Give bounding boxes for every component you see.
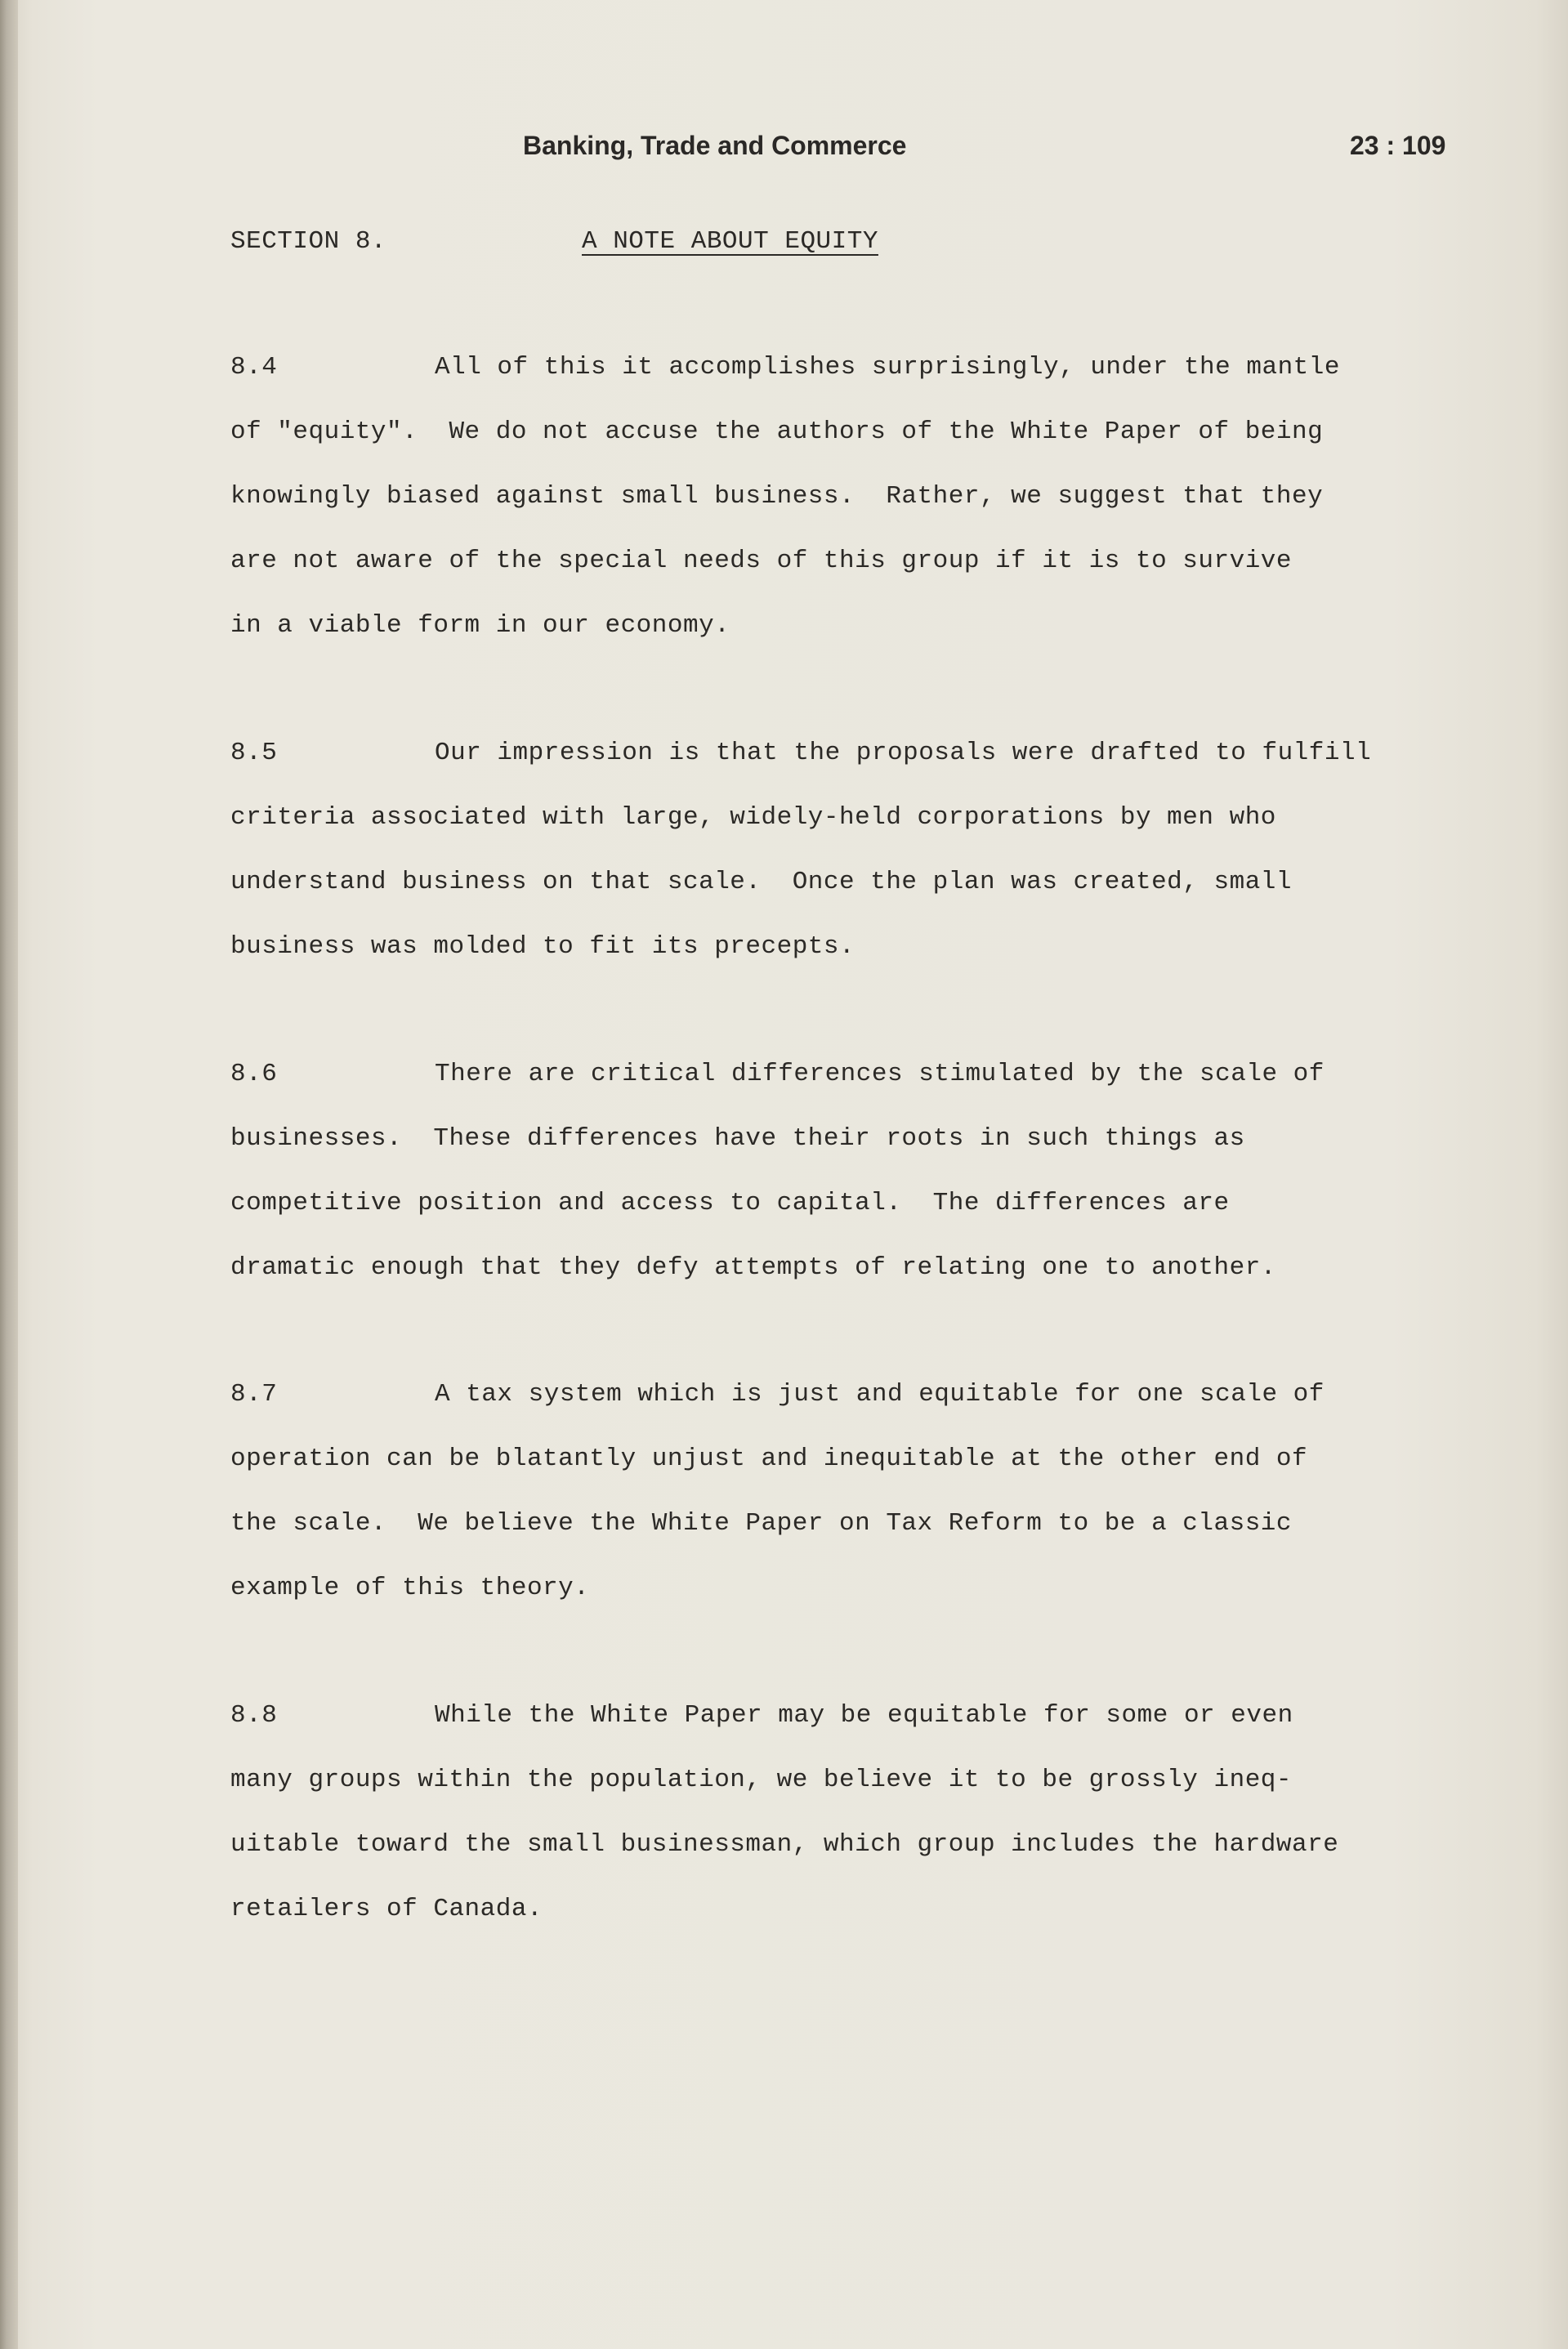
paragraph-line: criteria associated with large, widely-held corporations by men who: [230, 803, 1276, 832]
header-page-reference: 23 : 109: [1350, 131, 1446, 160]
paragraph-8-8: [230, 1701, 1423, 1959]
paragraph-line: [230, 1701, 1423, 1766]
paragraph-line: are not aware of the special needs of this group if it is to survive: [230, 547, 1293, 575]
paragraph-text: Our impression is that the proposals were drafted to fulfill: [435, 739, 1372, 767]
paragraph-number: 8.8: [230, 1701, 278, 1730]
paragraph-line: understand business on that scale. Once the plan was created, small: [230, 868, 1293, 896]
paragraph-number: 8.6: [230, 1060, 278, 1088]
paragraph-number: 8.4: [230, 353, 278, 382]
paragraph-line: competitive position and access to capital. The differences are: [230, 1189, 1230, 1217]
paragraph-line: the scale. We believe the White Paper on Tax Reform to be a classic: [230, 1509, 1293, 1538]
paragraph-8-5: [230, 739, 1423, 997]
paragraph-8-7: [230, 1380, 1423, 1638]
paragraph-line: businesses. These differences have their roots in such things as: [230, 1124, 1245, 1153]
paragraph-line: business was molded to fit its precepts.: [230, 932, 855, 961]
book-spine-shadow: [0, 0, 18, 2349]
paragraph-8-6: [230, 1060, 1423, 1318]
paragraph-line: example of this theory.: [230, 1574, 590, 1602]
section-label: SECTION 8.: [230, 227, 387, 256]
paragraph-text: All of this it accomplishes surprisingly, under the mantle: [435, 353, 1340, 382]
running-header: [0, 131, 1568, 172]
paragraph-line: in a viable form in our economy.: [230, 611, 730, 640]
paragraph-line: dramatic enough that they defy attempts of relating one to another.: [230, 1253, 1276, 1282]
paragraph-line: many groups within the population, we believe it to be grossly ineq-: [230, 1766, 1293, 1794]
paragraph-line: knowingly biased against small business. Rather, we suggest that they: [230, 482, 1324, 511]
paragraph-number: 8.5: [230, 739, 278, 767]
paragraph-line: [230, 739, 1423, 803]
paragraph-8-4: [230, 353, 1423, 676]
paragraph-line: retailers of Canada.: [230, 1895, 543, 1923]
paragraph-line: of "equity". We do not accuse the authors of the White Paper of being: [230, 418, 1324, 446]
paragraph-line: operation can be blatantly unjust and inequitable at the other end of: [230, 1445, 1308, 1473]
paragraph-line: [230, 1060, 1423, 1124]
paragraph-text: While the White Paper may be equitable for some or even: [435, 1701, 1293, 1730]
header-title: Banking, Trade and Commerce: [523, 131, 907, 160]
section-title: A NOTE ABOUT EQUITY: [582, 227, 878, 256]
paragraph-number: 8.7: [230, 1380, 278, 1409]
paragraph-line: [230, 1380, 1423, 1445]
paragraph-line: uitable toward the small businessman, which group includes the hardware: [230, 1830, 1339, 1859]
paragraph-line: [230, 353, 1423, 418]
paragraph-text: There are critical differences stimulated by the scale of: [435, 1060, 1325, 1088]
paragraph-text: A tax system which is just and equitable for one scale of: [435, 1380, 1325, 1409]
